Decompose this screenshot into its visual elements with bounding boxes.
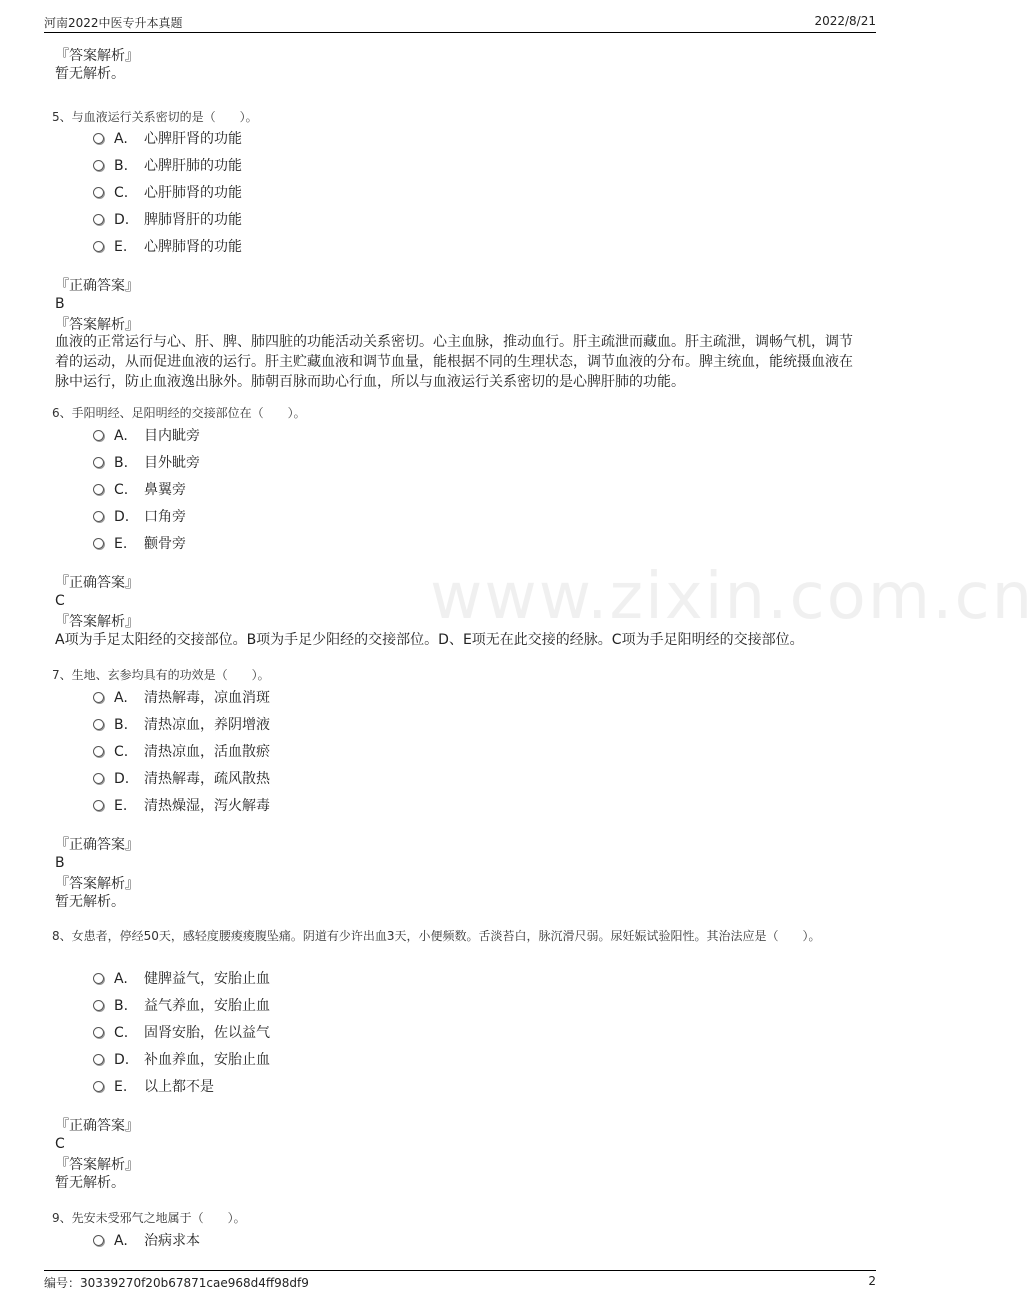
- radio-icon[interactable]: [93, 484, 104, 495]
- radio-icon[interactable]: [93, 457, 104, 468]
- radio-icon[interactable]: [93, 1081, 104, 1092]
- radio-icon[interactable]: [93, 800, 104, 811]
- radio-icon[interactable]: [93, 187, 104, 198]
- radio-icon[interactable]: [93, 214, 104, 225]
- q5-analysis-label: 『答案解析』: [55, 317, 139, 333]
- q6-option-a[interactable]: A. 目内眦旁: [93, 425, 200, 445]
- q8-analysis-label: 『答案解析』: [55, 1157, 139, 1173]
- radio-icon[interactable]: [93, 973, 104, 984]
- q7-option-c[interactable]: C. 清热凉血，活血散瘀: [93, 741, 270, 761]
- document-date: 2022/8/21: [814, 14, 876, 28]
- q5-option-c[interactable]: C. 心肝肺肾的功能: [93, 182, 242, 202]
- q6-analysis: A项为手足太阳经的交接部位。B项为手足少阳经的交接部位。D、E项无在此交接的经脉。C项为手足阳明经的交接部位。: [55, 632, 804, 648]
- radio-icon[interactable]: [93, 719, 104, 730]
- radio-icon[interactable]: [93, 133, 104, 144]
- q8-answer: C: [55, 1136, 65, 1152]
- question-5-stem: 5、与血液运行关系密切的是（ ）。: [52, 110, 258, 124]
- prev-analysis-label: 『答案解析』: [55, 48, 139, 64]
- q7-answer-label: 『正确答案』: [55, 837, 139, 853]
- q8-analysis: 暂无解析。: [55, 1175, 125, 1191]
- q6-option-e[interactable]: E. 颧骨旁: [93, 533, 186, 553]
- q8-option-d[interactable]: D. 补血养血，安胎止血: [93, 1049, 270, 1069]
- radio-icon[interactable]: [93, 241, 104, 252]
- q6-analysis-label: 『答案解析』: [55, 614, 139, 630]
- radio-icon[interactable]: [93, 511, 104, 522]
- q6-option-b[interactable]: B. 目外眦旁: [93, 452, 200, 472]
- q5-option-a[interactable]: A. 心脾肝肾的功能: [93, 128, 242, 148]
- radio-icon[interactable]: [93, 1027, 104, 1038]
- q5-option-d[interactable]: D. 脾肺肾肝的功能: [93, 209, 242, 229]
- radio-icon[interactable]: [93, 538, 104, 549]
- radio-icon[interactable]: [93, 1054, 104, 1065]
- q9-option-a[interactable]: A. 治病求本: [93, 1230, 200, 1250]
- q5-option-b[interactable]: B. 心脾肝肺的功能: [93, 155, 242, 175]
- watermark: www.zixin.com.cn: [430, 560, 1034, 634]
- question-8-stem: 8、女患者，停经50天，感轻度腰痠痠腹坠痛。阴道有少许出血3天，小便频数。舌淡苔白，脉沉滑尺弱。尿妊娠试验阳性。其治法应是（ ）。: [52, 929, 821, 943]
- q5-analysis: 血液的正常运行与心、肝、脾、肺四脏的功能活动关系密切。心主血脉，推动血行。肝主疏泄而藏血。肝主疏泄，调畅气机，调节着的运动，从而促进血液的运行。肝主贮藏血液和调节血量，能根据不同的生理状态，调节血液的分布。脾主统血，能统摄血液在脉中运行，防止血液逸出脉外。肺朝百脉而助心行血，所以与血液运行关系密切的是心脾肝肺的功能。: [55, 334, 853, 390]
- radio-icon[interactable]: [93, 1235, 104, 1246]
- q5-answer: B: [55, 296, 65, 312]
- document-id: 编号：30339270f20b67871cae968d4ff98df9: [44, 1276, 309, 1290]
- radio-icon[interactable]: [93, 430, 104, 441]
- q8-option-e[interactable]: E. 以上都不是: [93, 1076, 214, 1096]
- prev-analysis: 暂无解析。: [55, 66, 125, 82]
- page-header: [44, 12, 876, 33]
- q6-answer-label: 『正确答案』: [55, 575, 139, 591]
- q6-option-d[interactable]: D. 口角旁: [93, 506, 186, 526]
- q8-option-c[interactable]: C. 固肾安胎，佐以益气: [93, 1022, 270, 1042]
- q7-answer: B: [55, 855, 65, 871]
- radio-icon[interactable]: [93, 1000, 104, 1011]
- radio-icon[interactable]: [93, 773, 104, 784]
- q8-option-b[interactable]: B. 益气养血，安胎止血: [93, 995, 270, 1015]
- page-number: 2: [868, 1274, 876, 1288]
- question-6-stem: 6、手阳明经、足阳明经的交接部位在（ ）。: [52, 406, 306, 420]
- q6-answer: C: [55, 593, 65, 609]
- q7-analysis-label: 『答案解析』: [55, 876, 139, 892]
- radio-icon[interactable]: [93, 746, 104, 757]
- q7-option-d[interactable]: D. 清热解毒，疏风散热: [93, 768, 270, 788]
- q8-answer-label: 『正确答案』: [55, 1118, 139, 1134]
- q7-option-e[interactable]: E. 清热燥湿，泻火解毒: [93, 795, 270, 815]
- page-footer: [44, 1270, 876, 1293]
- q8-option-a[interactable]: A. 健脾益气，安胎止血: [93, 968, 270, 988]
- question-9-stem: 9、先安未受邪气之地属于（ ）。: [52, 1211, 246, 1225]
- q7-option-a[interactable]: A. 清热解毒，凉血消斑: [93, 687, 270, 707]
- q7-option-b[interactable]: B. 清热凉血，养阴增液: [93, 714, 270, 734]
- q6-option-c[interactable]: C. 鼻翼旁: [93, 479, 186, 499]
- q5-answer-label: 『正确答案』: [55, 278, 139, 294]
- question-7-stem: 7、生地、玄参均具有的功效是（ ）。: [52, 668, 270, 682]
- radio-icon[interactable]: [93, 692, 104, 703]
- radio-icon[interactable]: [93, 160, 104, 171]
- q5-option-e[interactable]: E. 心脾肺肾的功能: [93, 236, 242, 256]
- document-title: 河南2022中医专升本真题: [44, 16, 183, 30]
- q7-analysis: 暂无解析。: [55, 894, 125, 910]
